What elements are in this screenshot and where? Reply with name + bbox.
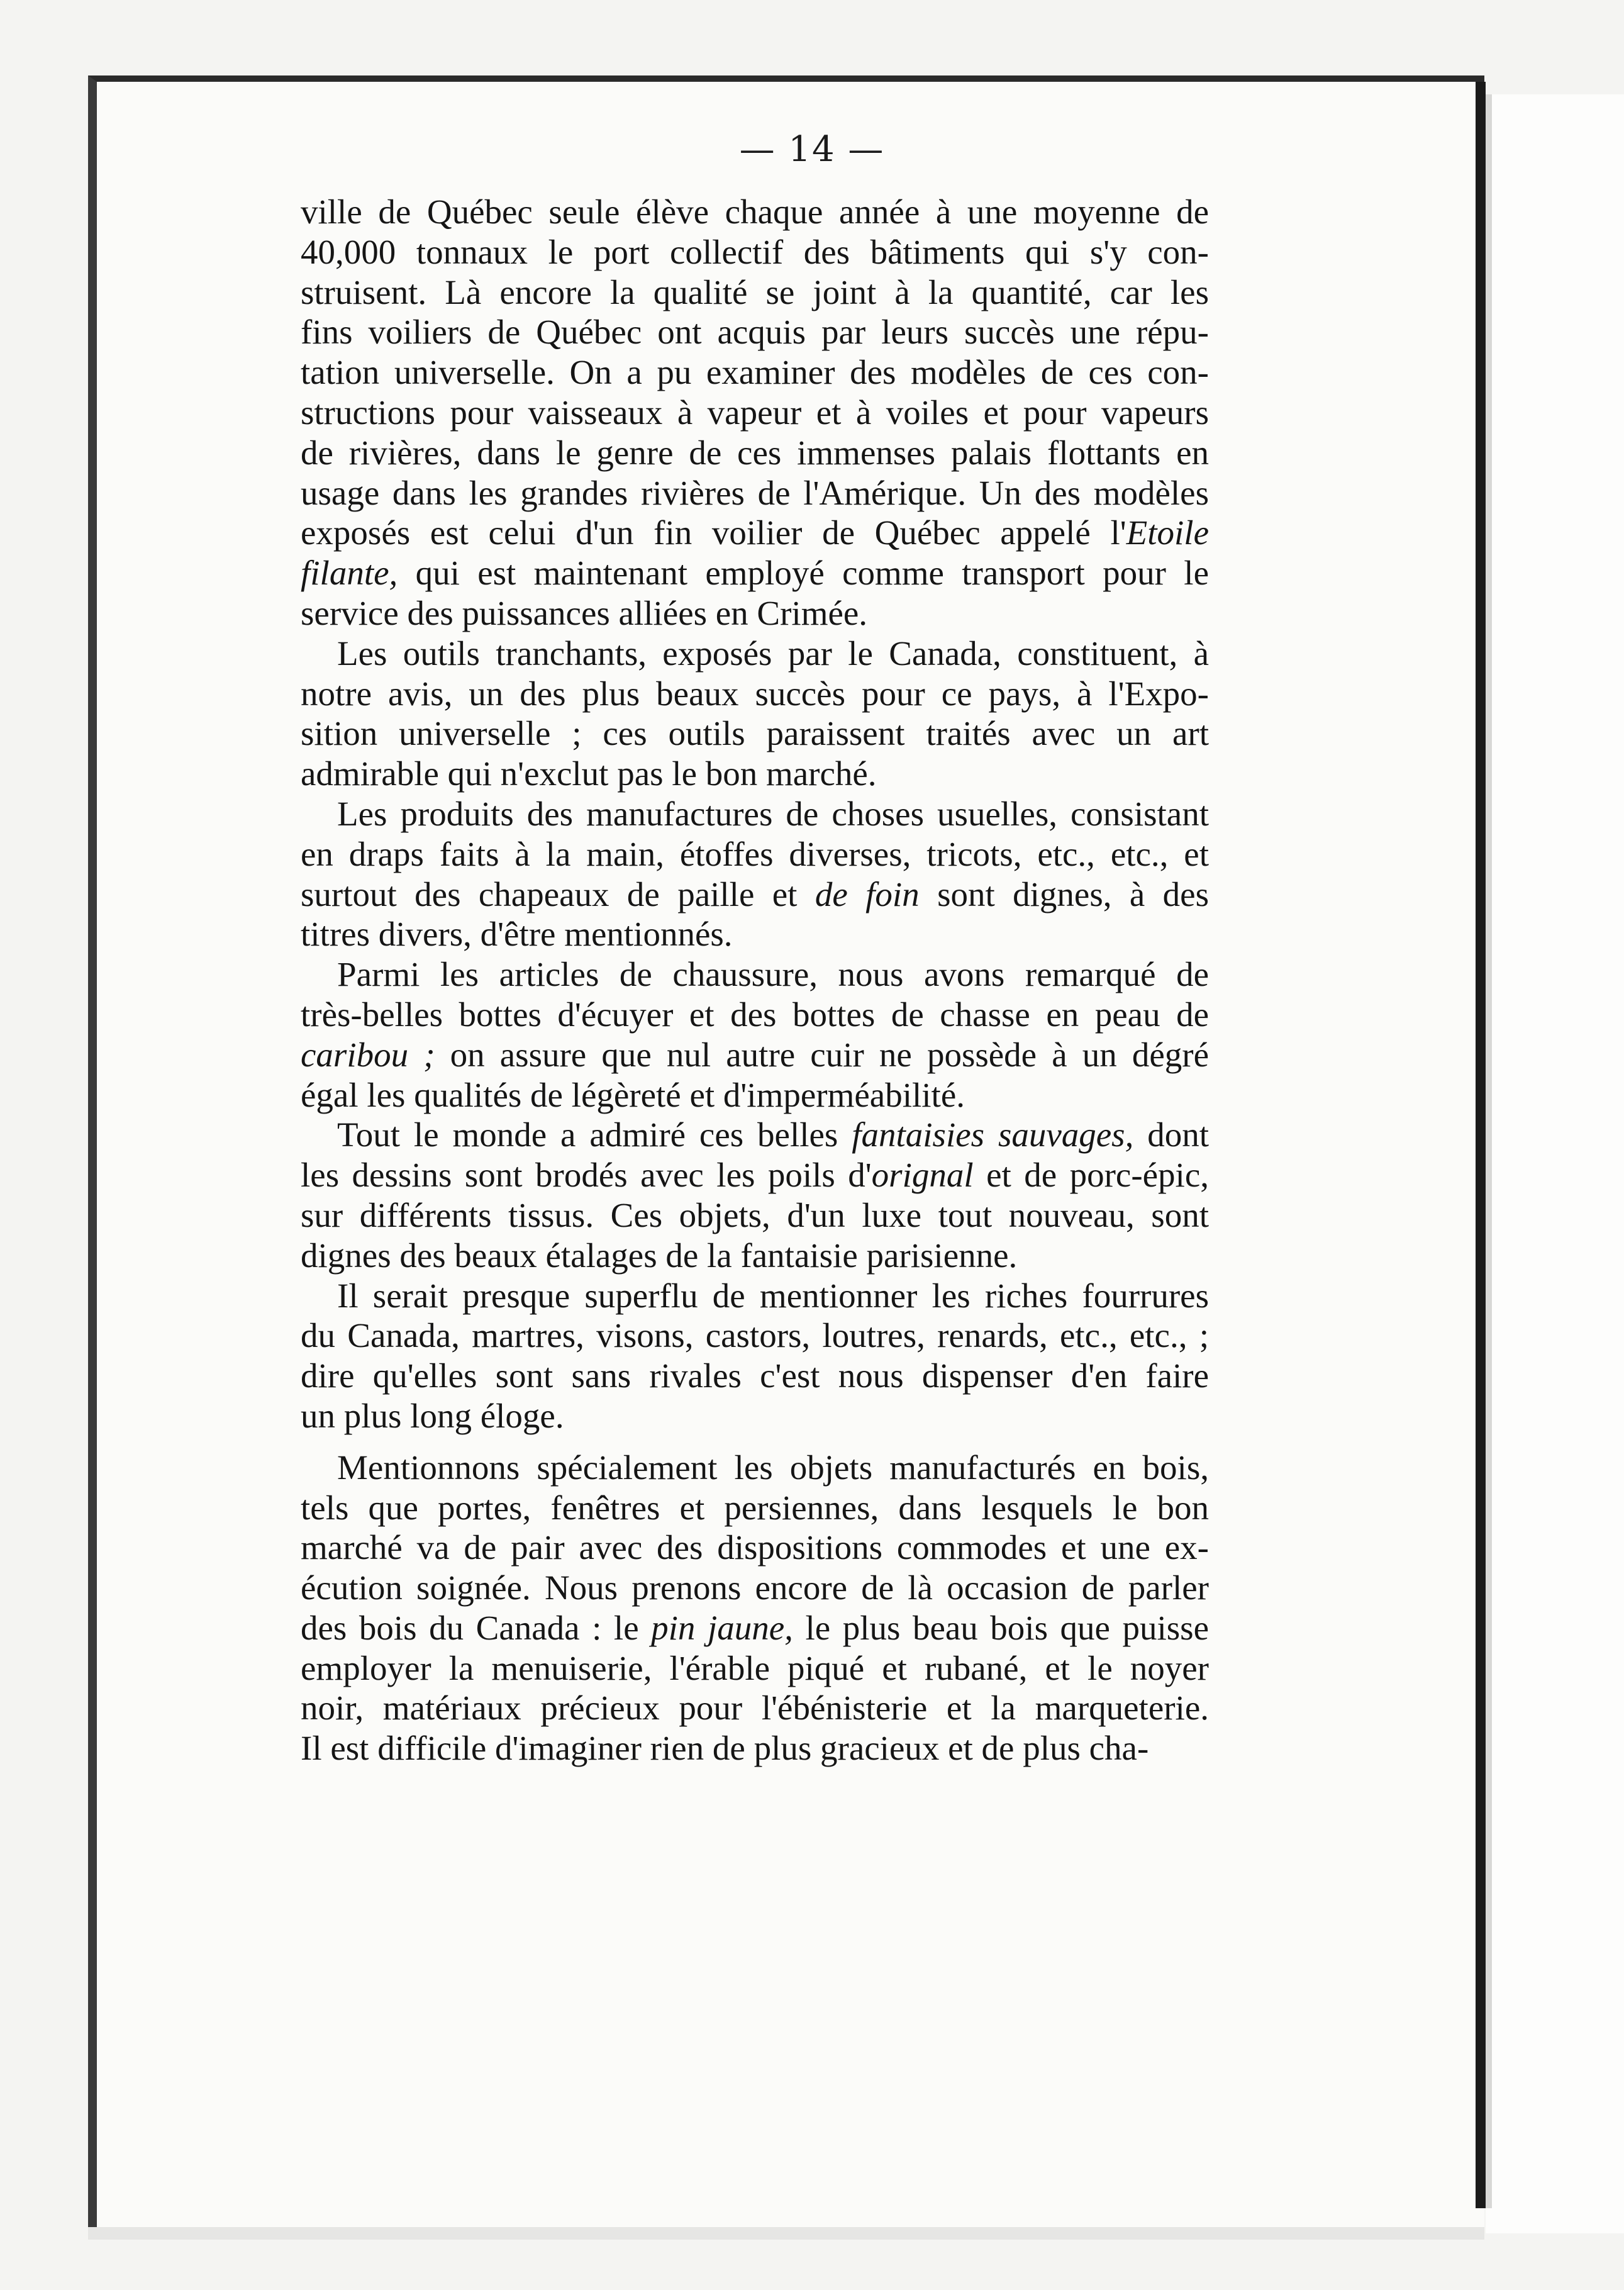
text-run: tels que portes, fenêtres et persiennes, dans lesquels le bon	[301, 1488, 1209, 1527]
text-run: qui est maintenant employé comme transport pour le	[398, 554, 1209, 593]
paragraph	[301, 794, 1209, 954]
text-run: Les outils tranchants, exposés par le Canada, constituent, à	[337, 634, 1209, 673]
paragraph	[301, 954, 1209, 1115]
text-line	[301, 232, 1209, 272]
text-line	[301, 713, 1209, 754]
text-run: usage dans les grandes rivières de l'Amérique. Un des modèles	[301, 473, 1209, 512]
text-run: sont dignes, à des	[919, 874, 1209, 913]
text-line	[301, 794, 1209, 834]
text-run: de rivières, dans le genre de ces immenses palais flottants en	[301, 433, 1209, 472]
text-line	[301, 1356, 1209, 1396]
text-run: exposés est celui d'un fin voilier de Québec appelé l'	[301, 513, 1126, 552]
text-run: Tout le monde a admiré ces belles	[337, 1115, 852, 1154]
text-run: service des puissances alliées en Crimée.	[301, 593, 868, 632]
text-line	[301, 834, 1209, 874]
text-line	[301, 192, 1209, 232]
text-run: structions pour vaisseaux à vapeur et à voiles et pour vapeurs	[301, 393, 1209, 432]
body-text	[301, 192, 1209, 1768]
paragraph	[301, 192, 1209, 634]
text-run: sition universelle ; ces outils paraissent traités avec un art	[301, 714, 1209, 753]
text-run: dignes des beaux étalages de la fantaisie parisienne.	[301, 1236, 1018, 1275]
text-run: 40,000 tonnaux le port collectif des bâtiments qui s'y con-	[301, 232, 1209, 271]
paragraph	[301, 1276, 1209, 1436]
text-line	[301, 995, 1209, 1035]
text-line	[301, 1075, 1209, 1115]
text-run: un plus long éloge.	[301, 1396, 564, 1435]
text-run: sur différents tissus. Ces objets, d'un luxe tout nouveau, sont	[301, 1195, 1209, 1234]
paragraph	[301, 1115, 1209, 1275]
text-line	[301, 1568, 1209, 1608]
text-run: Les produits des manufactures de choses usuelles, consistant	[337, 794, 1209, 833]
text-run: du Canada, martres, visons, castors, loutres, renards, etc., etc., ;	[301, 1316, 1209, 1355]
text-line	[301, 1488, 1209, 1528]
text-run: dire qu'elles sont sans rivales c'est nous dispenser d'en faire	[301, 1356, 1209, 1395]
page-number: — 14 —	[739, 129, 885, 170]
page-gutter-shadow	[1476, 82, 1486, 2208]
text-run: et de porc-épic,	[973, 1156, 1209, 1195]
text-run: en draps faits à la main, étoffes diverses, tricots, etc., etc., et	[301, 834, 1209, 873]
text-line	[301, 1448, 1209, 1488]
text-line	[301, 1195, 1209, 1236]
text-line	[301, 1276, 1209, 1316]
paragraph	[301, 634, 1209, 794]
text-run: égal les qualités de légèreté et d'imperméabilité.	[301, 1075, 965, 1114]
text-line	[301, 473, 1209, 513]
text-line	[301, 352, 1209, 393]
text-line	[301, 674, 1209, 714]
italic-run: orignal	[871, 1156, 974, 1195]
text-line	[301, 1115, 1209, 1155]
text-run: Il serait presque superflu de mentionner les riches fourrures	[337, 1276, 1209, 1315]
text-run: marché va de pair avec des dispositions commodes et une ex-	[301, 1528, 1209, 1567]
text-run: très-belles bottes d'écuyer et des bottes de chasse en peau de	[301, 995, 1209, 1034]
text-run: fins voiliers de Québec ont acquis par leurs succès une répu-	[301, 313, 1209, 352]
text-line	[301, 1236, 1209, 1276]
facing-page	[1486, 94, 1624, 2233]
text-line	[301, 1396, 1209, 1436]
text-run: titres divers, d'être mentionnés.	[301, 915, 733, 954]
text-line	[301, 1688, 1209, 1728]
text-run: employer la menuiserie, l'érable piqué et rubané, et le noyer	[301, 1648, 1209, 1687]
text-line	[301, 433, 1209, 473]
text-run: Il est difficile d'imaginer rien de plus gracieux et de plus cha-	[301, 1729, 1149, 1768]
text-line	[301, 312, 1209, 352]
text-line	[301, 272, 1209, 313]
text-line	[301, 1528, 1209, 1568]
text-run: le plus beau bois que puisse	[793, 1608, 1209, 1647]
italic-run: fantaisies sauvages,	[852, 1115, 1134, 1154]
text-line	[301, 874, 1209, 915]
text-run: struisent. Là encore la qualité se joint à la quantité, car les	[301, 272, 1209, 311]
text-run: écution soignée. Nous prenons encore de là occasion de parler	[301, 1568, 1209, 1607]
text-line	[301, 553, 1209, 593]
text-run: on assure que nul autre cuir ne possède à un dégré	[435, 1035, 1209, 1074]
text-run: tation universelle. On a pu examiner des modèles de ces con-	[301, 353, 1209, 392]
text-run: notre avis, un des plus beaux succès pour ce pays, à l'Expo-	[301, 674, 1209, 713]
text-line	[301, 593, 1209, 634]
text-run: admirable qui n'exclut pas le bon marché.	[301, 754, 877, 793]
text-line	[301, 634, 1209, 674]
text-line	[301, 393, 1209, 433]
italic-run: pin jaune,	[651, 1608, 793, 1647]
text-run: Parmi les articles de chaussure, nous avons remarqué de	[337, 955, 1209, 994]
text-line	[301, 1728, 1209, 1768]
text-line	[301, 1608, 1209, 1648]
italic-run: de foin	[815, 874, 920, 913]
italic-run: caribou ;	[301, 1035, 435, 1074]
text-line	[301, 1315, 1209, 1356]
page-bottom-edge	[88, 2227, 1484, 2240]
text-run: surtout des chapeaux de paille et	[301, 874, 815, 913]
text-run: ville de Québec seule élève chaque année à une moyenne de	[301, 193, 1209, 231]
text-run: noir, matériaux précieux pour l'ébénisterie et la marqueterie.	[301, 1689, 1209, 1728]
text-line	[301, 1155, 1209, 1195]
text-run: Mentionnons spécialement les objets manufacturés en bois,	[337, 1448, 1209, 1487]
text-run: dont	[1133, 1115, 1209, 1154]
text-line	[301, 754, 1209, 794]
text-line	[301, 513, 1209, 553]
paragraph	[301, 1448, 1209, 1768]
text-run: les dessins sont brodés avec les poils d'	[301, 1156, 872, 1195]
text-line	[301, 954, 1209, 995]
text-line	[301, 1035, 1209, 1075]
text-run: des bois du Canada : le	[301, 1608, 652, 1647]
text-line	[301, 914, 1209, 954]
italic-run: filante,	[301, 554, 398, 593]
facing-page-edge	[1486, 94, 1492, 2208]
italic-run: Etoile	[1126, 513, 1209, 552]
text-line	[301, 1648, 1209, 1689]
